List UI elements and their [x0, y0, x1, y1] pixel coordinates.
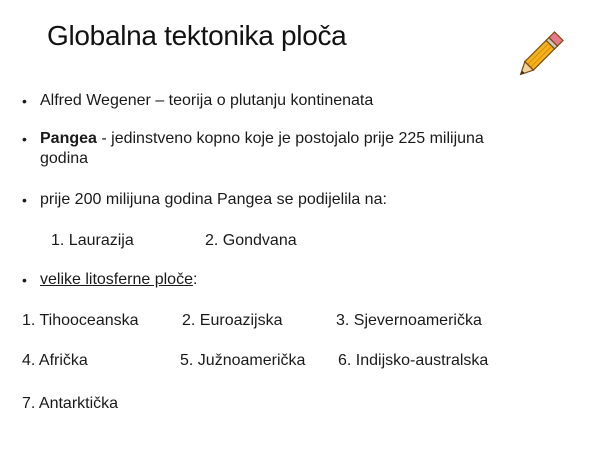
bullet-text-wegener: Alfred Wegener – teorija o plutanju kontinenata	[40, 92, 374, 109]
pencil-icon	[514, 28, 564, 84]
plate-item: 7. Antarktička	[22, 395, 119, 412]
slide-title: Globalna tektonika ploča	[47, 20, 347, 51]
bullet-text-pangea	[40, 129, 484, 149]
bullet-marker: •	[22, 192, 27, 208]
bullet-marker: •	[22, 272, 27, 288]
plates-heading-underlined: velike litosferne ploče	[40, 271, 193, 288]
plate-item: 2. Euroazijska	[182, 312, 283, 329]
bullet-text-split: prije 200 milijuna godina Pangea se podijelila na:	[40, 191, 387, 208]
split-item-laurazija: 1. Laurazija	[51, 232, 134, 249]
pangea-definition: - jedinstveno kopno koje je postojalo prije 225 milijuna	[96, 130, 484, 147]
bullet-marker: •	[22, 93, 27, 109]
plates-heading-colon: :	[192, 271, 198, 288]
pangea-term: Pangea	[40, 130, 97, 147]
plate-item: 6. Indijsko-australska	[338, 352, 489, 369]
bullet-marker: •	[22, 131, 27, 147]
plate-item: 3. Sjevernoamerička	[336, 312, 482, 329]
bullet-text-plates-heading	[40, 270, 197, 290]
plate-item: 5. Južnoamerička	[180, 352, 306, 369]
bullet-text-pangea-cont: godina	[40, 150, 89, 167]
split-item-gondvana: 2. Gondvana	[205, 232, 297, 249]
plate-item: 1. Tihooceanska	[22, 312, 139, 329]
plate-item: 4. Afrička	[22, 352, 88, 369]
